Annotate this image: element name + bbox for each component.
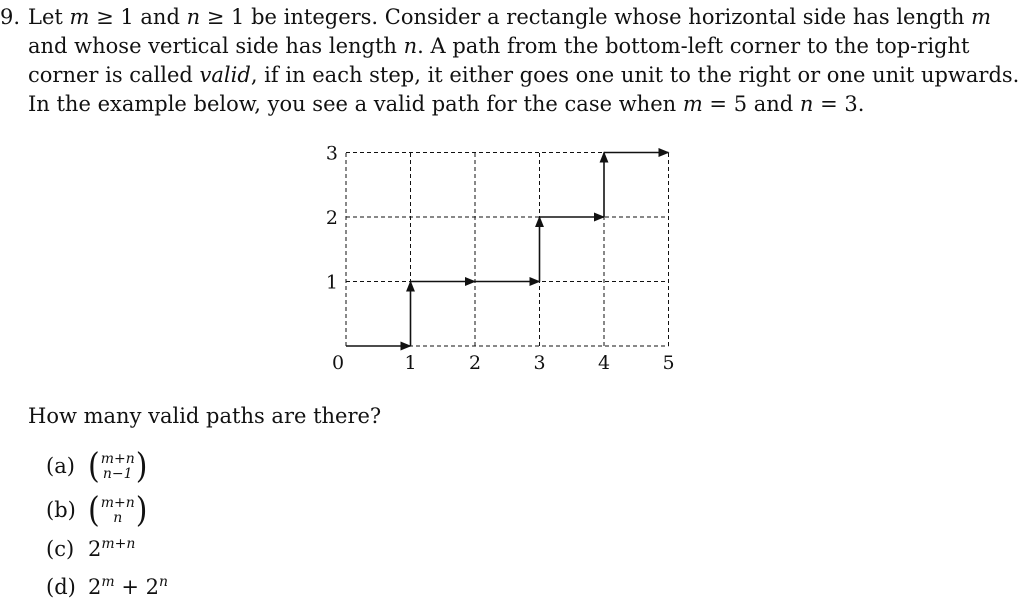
y-tick-label: 2 [325, 207, 338, 229]
choice-a[interactable] [46, 446, 148, 487]
x-tick-label: 1 [404, 352, 417, 374]
choice-b-label: (b) [46, 497, 76, 522]
x-tick-label: 5 [662, 352, 675, 374]
binomial-a: ( m+n n−1 ) [88, 446, 148, 487]
lattice-path-figure [320, 135, 690, 380]
x-tick-label: 0 [331, 352, 345, 374]
choice-d[interactable] [46, 574, 168, 599]
problem-text-line-3: corner is called valid, if in each step, it either goes one unit to the right or one unit upwards. [28, 63, 1020, 87]
choice-c-label: (c) [46, 537, 75, 561]
problem-number: 9. [0, 5, 21, 29]
binomial-b: ( m+n n ) [88, 490, 148, 531]
y-tick-label: 1 [325, 271, 338, 294]
problem-text-line-1: Let m ≥ 1 and n ≥ 1 be integers. Consider a rectangle whose horizontal side has length m [28, 5, 992, 29]
x-tick-label: 3 [533, 352, 546, 374]
valid-path [346, 153, 669, 347]
problem-text-line-2: and whose vertical side has length n. A path from the bottom-left corner to the top-right [28, 34, 970, 58]
question-text: How many valid paths are there? [28, 404, 382, 428]
choice-b[interactable] [46, 490, 148, 531]
problem-text-line-4: In the example below, you see a valid path for the case when m = 5 and n = 3. [28, 92, 865, 116]
x-tick-label: 2 [468, 352, 482, 374]
choice-c[interactable] [46, 536, 135, 561]
y-tick-label: 3 [325, 142, 338, 165]
dashed-grid [346, 153, 669, 347]
expression-c: $2^{m+n}$ [88, 536, 136, 561]
expression-d: $2^m + 2^n$ [88, 574, 169, 599]
axis-ticks [326, 143, 675, 375]
choice-a-label: (a) [46, 453, 75, 478]
choice-d-label: (d) [46, 575, 76, 599]
x-tick-label: 4 [597, 352, 611, 374]
